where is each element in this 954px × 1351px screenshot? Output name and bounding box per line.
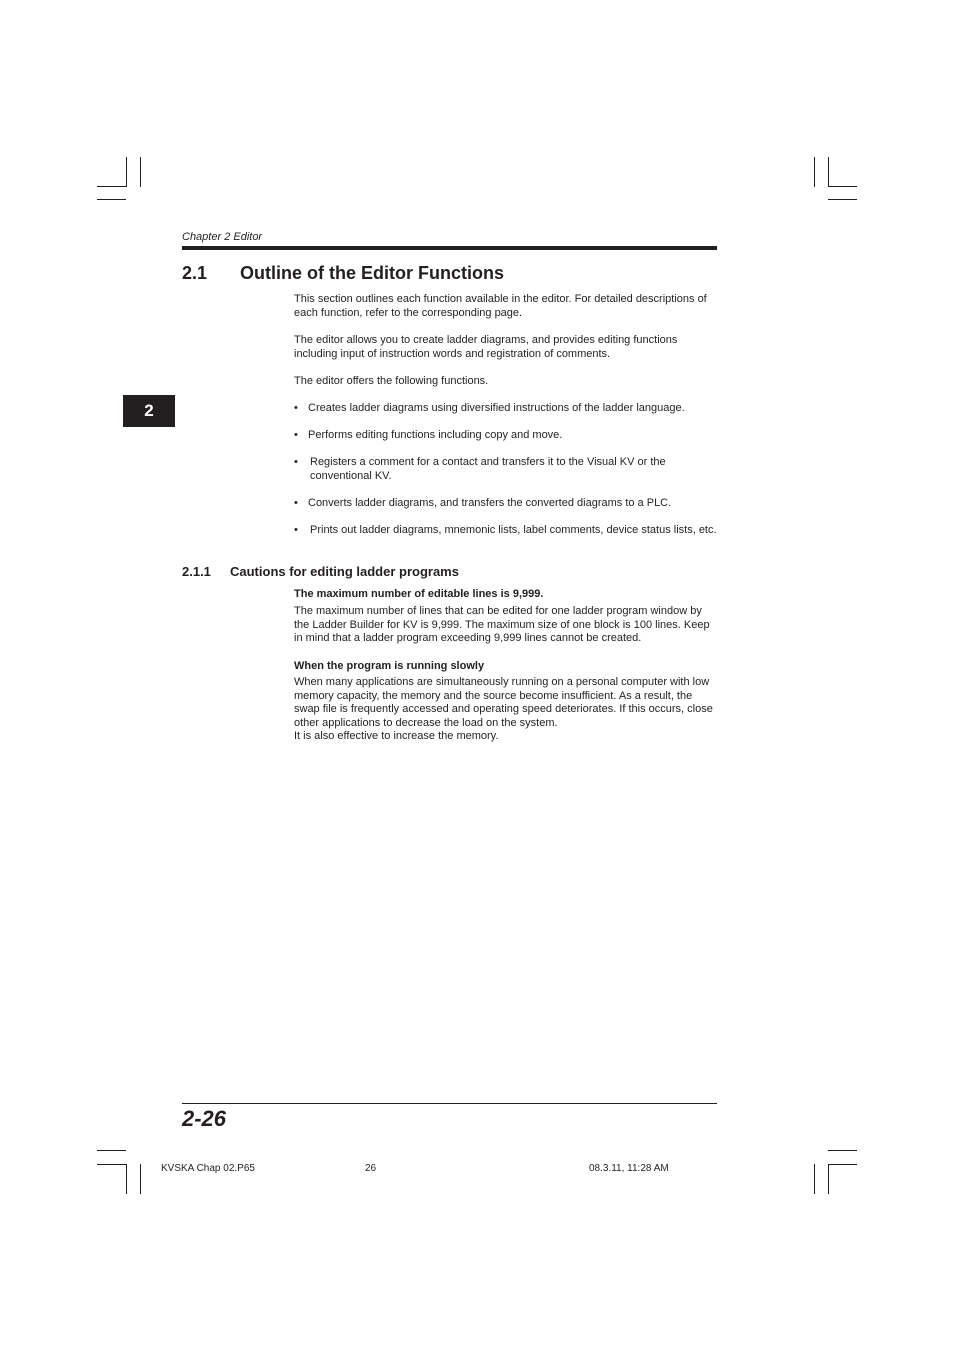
caution-heading-1: The maximum number of editable lines is 9,999. [294, 588, 544, 600]
bullet-icon: • [294, 429, 298, 441]
list-item [294, 402, 718, 416]
crop-mark [828, 199, 857, 200]
slug-page: 26 [365, 1163, 377, 1174]
list-item-text: Prints out ladder diagrams, mnemonic lists, label comments, device status lists, etc. [310, 524, 717, 536]
running-header: Chapter 2 Editor [182, 231, 263, 243]
slug-date: 08.3.11, 11:28 AM [589, 1163, 669, 1174]
caution-body-1 [294, 605, 718, 646]
list-item-text: Registers a comment for a contact and transfers it to the Visual KV or the conventional KV. [310, 456, 666, 482]
crop-mark [828, 1150, 857, 1151]
crop-mark [828, 186, 857, 187]
paragraph-text: The editor allows you to create ladder diagrams, and provides editing functions including input of instruction words and registration of comments. [294, 334, 678, 360]
crop-mark [828, 1164, 857, 1165]
section-number: 2.1 [182, 263, 208, 283]
slug-file: KVSKA Chap 02.P65 [161, 1163, 255, 1174]
list-item [294, 497, 718, 511]
list-item-text: Converts ladder diagrams, and transfers the converted diagrams to a PLC. [308, 497, 672, 509]
subsection-number: 2.1.1 [182, 564, 211, 579]
crop-mark [814, 1164, 815, 1194]
header-rule [182, 246, 717, 250]
bullet-icon: • [294, 456, 298, 468]
paragraph-text: The maximum number of lines that can be edited for one ladder program window by the Ladder Builder for KV is 9,999. The maximum size of one block is 100 lines. Keep in mind that a ladder program exceeding 9,999 lines cannot be created. [294, 605, 710, 645]
bullet-icon: • [294, 402, 298, 414]
paragraph-text: This section outlines each function available in the editor. For detailed descriptions of each function, refer to the corresponding page. [294, 293, 707, 319]
list-item [294, 429, 718, 443]
crop-mark [828, 1164, 829, 1194]
list-item [294, 524, 718, 538]
crop-mark [814, 157, 815, 187]
paragraph-text: It is also effective to increase the memory. [294, 730, 499, 743]
crop-mark [97, 1150, 126, 1151]
crop-mark [140, 1164, 141, 1194]
page-number: 2-26 [182, 1106, 227, 1131]
intro-paragraph-3 [294, 375, 718, 389]
list-item-text: Performs editing functions including copy and move. [308, 429, 563, 441]
crop-mark [97, 186, 126, 187]
intro-paragraph-1 [294, 293, 718, 320]
crop-mark [140, 157, 141, 187]
crop-mark [828, 157, 829, 187]
footer-rule [182, 1103, 717, 1104]
crop-mark [126, 157, 127, 187]
intro-paragraph-2 [294, 334, 718, 361]
bullet-icon: • [294, 497, 298, 509]
crop-mark [97, 199, 126, 200]
subsection-title: Cautions for editing ladder programs [230, 564, 459, 579]
crop-mark [126, 1164, 127, 1194]
list-item-text: Creates ladder diagrams using diversified instructions of the ladder language. [308, 402, 685, 414]
bullet-icon: • [294, 524, 298, 536]
paragraph-text: The editor offers the following functions. [294, 375, 489, 387]
caution-body-2 [294, 676, 718, 744]
paragraph-text: When many applications are simultaneously running on a personal computer with low memory capacity, the memory and the source become insufficient. As a result, the swap file is frequently accessed and operating speed deteriorates. If this occurs, close other applications to decrease the load on the system. [294, 676, 713, 729]
caution-heading-2: When the program is running slowly [294, 660, 485, 672]
section-title: Outline of the Editor Functions [240, 263, 504, 283]
list-item [294, 456, 718, 483]
crop-mark [97, 1164, 126, 1165]
chapter-tab: 2 [123, 395, 175, 427]
